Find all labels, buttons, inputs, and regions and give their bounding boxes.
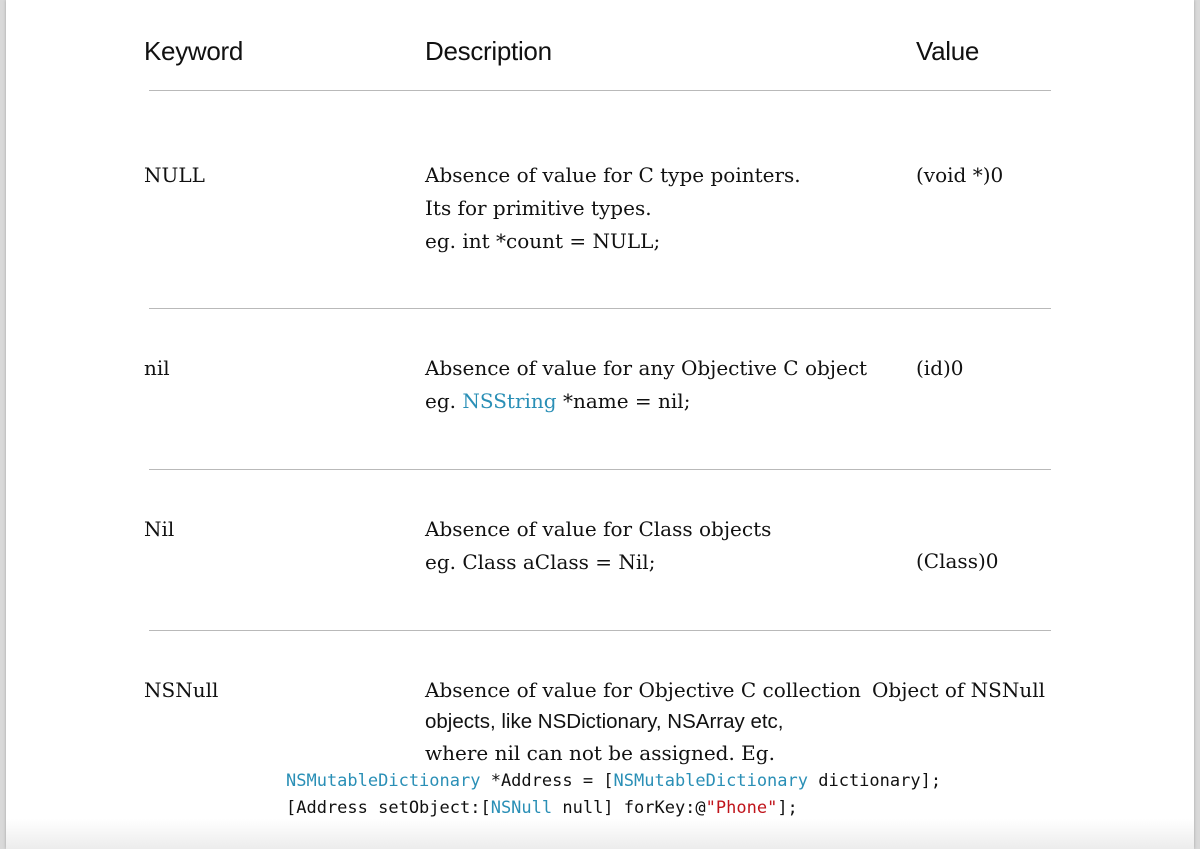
code-class-name: NSMutableDictionary (286, 771, 481, 791)
row-nsnull-description (425, 674, 861, 770)
code-class-name: NSMutableDictionary (613, 771, 808, 791)
row-Nil-desc-line: Absence of value for Class objects (425, 517, 772, 541)
row-nil-desc-line: Absence of value for any Objective C object (425, 356, 868, 380)
row-nsnull-keyword: NSNull (144, 678, 219, 702)
code-text: dictionary]; (808, 771, 942, 791)
header-description: Description (425, 36, 552, 66)
code-line-1 (286, 768, 941, 795)
row-null-description (425, 159, 801, 258)
row-nil-desc-line (425, 385, 867, 418)
row-nil-keyword: nil (144, 356, 170, 380)
row-Nil-value: (Class)0 (916, 549, 999, 573)
row-null-desc-line: Absence of value for C type pointers. (425, 163, 801, 187)
code-line-2 (286, 795, 798, 822)
code-text: ]; (777, 798, 798, 818)
code-text: null] forKey:@ (552, 798, 706, 818)
row-divider (149, 469, 1051, 470)
row-Nil-keyword: Nil (144, 517, 175, 541)
row-divider (149, 308, 1051, 309)
page-bottom-shadow (6, 819, 1194, 849)
row-nsnull-desc-line: where nil can not be assigned. Eg. (425, 741, 775, 765)
code-text: *Address = [ (480, 771, 614, 791)
row-nil-description (425, 352, 867, 418)
header-value: Value (916, 36, 980, 66)
row-nsnull-desc-line: objects, like NSDictionary, NSArray etc, (425, 710, 784, 733)
code-string-literal: "Phone" (705, 798, 778, 818)
class-name-nsstring: NSString (462, 389, 557, 413)
row-null-keyword: NULL (144, 163, 205, 187)
code-class-name: NSNull (490, 798, 553, 818)
desc-prefix: eg. (425, 389, 463, 413)
header-keyword: Keyword (144, 36, 244, 66)
row-divider (149, 630, 1051, 631)
row-nsnull-value: Object of NSNull (872, 678, 1046, 702)
row-null-value: (void *)0 (916, 163, 1004, 187)
row-Nil-desc-line: eg. Class aClass = Nil; (425, 550, 656, 574)
row-nsnull-desc-line: Absence of value for Objective C collection (425, 678, 861, 702)
row-nil-value: (id)0 (916, 356, 964, 380)
row-null-desc-line: Its for primitive types. (425, 196, 652, 220)
row-Nil-description (425, 513, 771, 579)
header-divider (149, 90, 1051, 91)
desc-suffix: *name = nil; (556, 389, 691, 413)
row-null-desc-line: eg. int *count = NULL; (425, 229, 661, 253)
document-page (6, 0, 1194, 849)
code-text: [Address setObject:[ (286, 798, 491, 818)
